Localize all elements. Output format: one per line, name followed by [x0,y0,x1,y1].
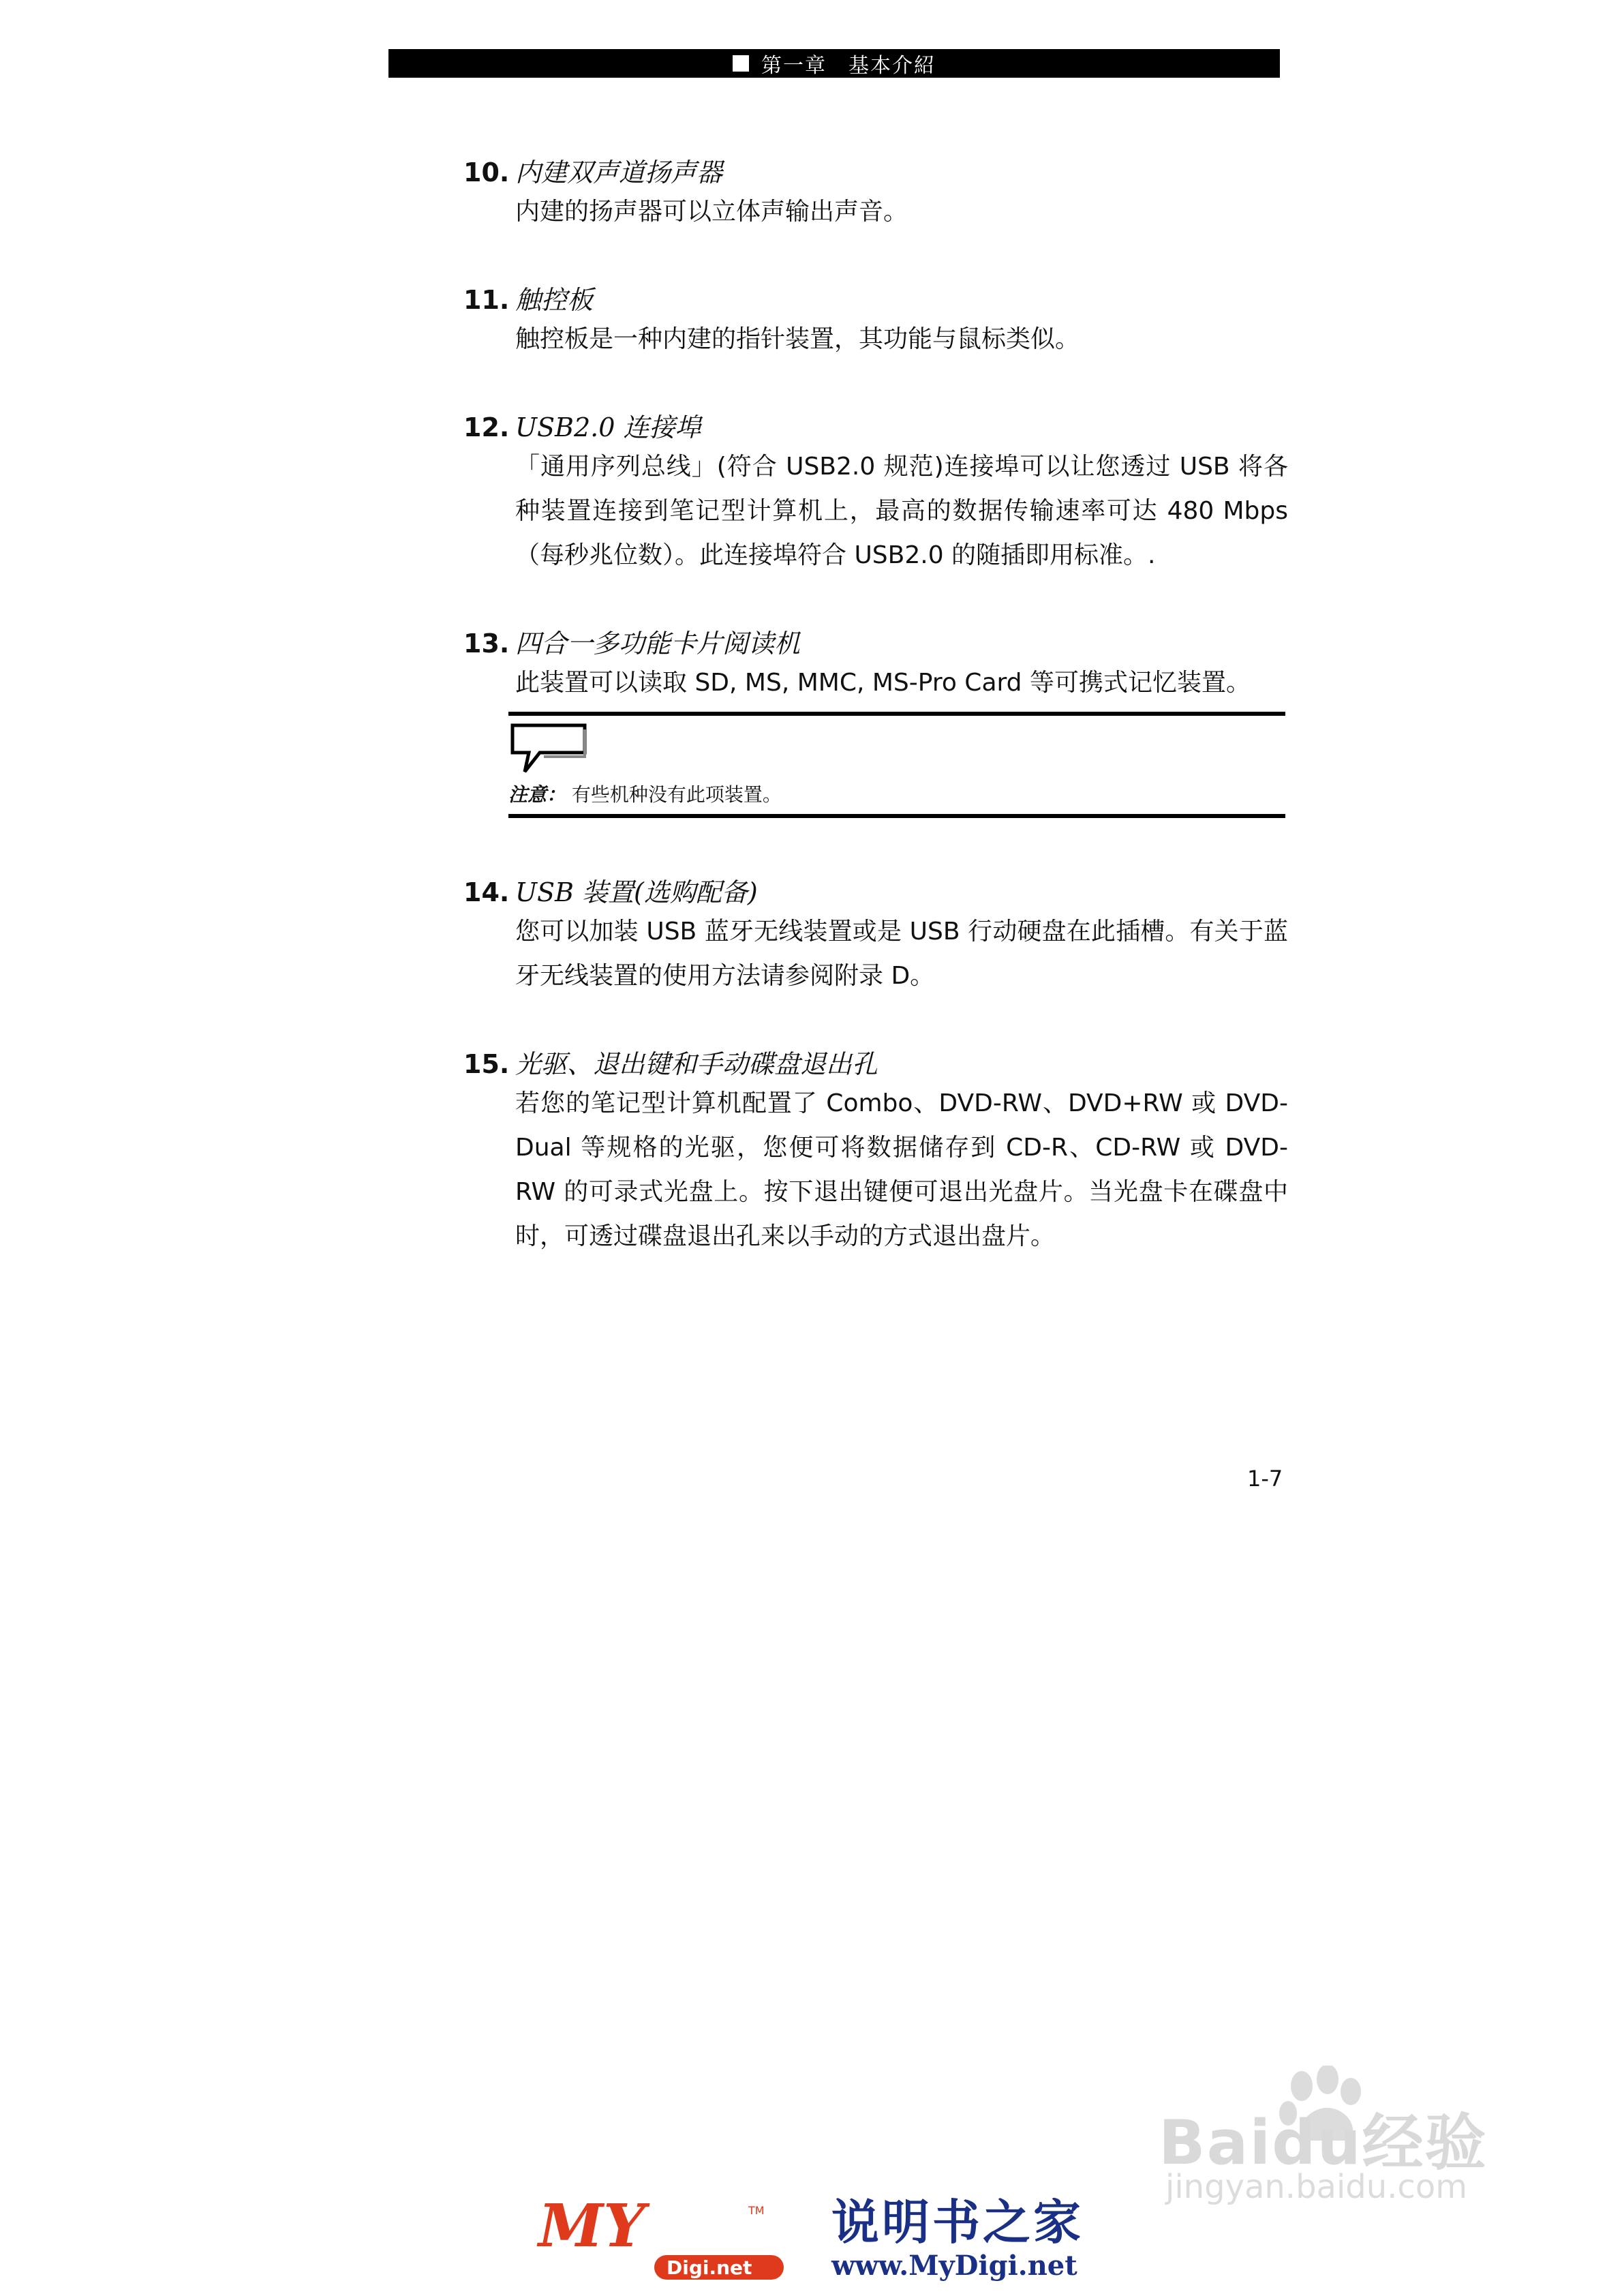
mydigi-logo [532,2195,791,2284]
section-11 [463,279,1288,361]
site-url: www.MyDigi.net [831,2250,1077,2282]
chapter-header-bar [388,49,1280,78]
section-text: 「通用序列总线」(符合 USB2.0 规范)连接埠可以让您透过 USB 将各种装置连接到笔记型计算机上，最高的数据传输速率可达 480 Mbps（每秒兆位数）。此连接埠符合 USB2.0 的随插即用标准。. [515,453,1288,569]
section-title: 四合一多功能卡片阅读机 [515,629,801,659]
section-text: 若您的笔记型计算机配置了 Combo、DVD-RW、DVD+RW 或 DVD-Dual 等规格的光驱，您便可将数据储存到 CD-R、CD-RW 或 DVD-RW 的可录式光盘上。按下退出键便可退出光盘片。当光盘卡在碟盘中时，可透过碟盘退出孔来以手动的方式退出盘片。 [515,1089,1288,1250]
section-text: 内建的扬声器可以立体声输出声音。 [515,198,908,226]
section-number: 15. [463,1049,510,1079]
section-number: 12. [463,412,510,442]
section-number: 13. [463,629,510,659]
section-title: 光驱、退出键和手动碟盘退出孔 [515,1049,878,1079]
speech-bubble-icon [508,721,590,776]
note-text: 有些机种没有此项装置。 [571,783,782,806]
section-number: 11. [463,285,510,315]
section-15 [463,1043,1288,1258]
mydigi-badge: Digi.net [667,2256,752,2279]
mydigi-trademark: TM [748,2204,765,2217]
page-content [463,151,1288,1303]
footer-logos [532,2195,1111,2284]
square-bullet-icon [733,55,749,72]
section-number: 10. [463,157,510,187]
note-label: 注意： [508,783,566,806]
section-13 [463,622,1288,818]
mydigi-logo-text: MY [538,2195,645,2261]
section-text: 触控板是一种内建的指针装置，其功能与鼠标类似。 [515,325,1080,353]
section-14 [463,871,1288,998]
section-number: 14. [463,877,510,907]
section-text: 此装置可以读取 SD, MS, MMC, MS-Pro Card 等可携式记忆装置。 [515,669,1251,697]
site-name: 说明书之家 [831,2194,1084,2250]
section-10 [463,151,1288,234]
note-box [508,712,1285,818]
page-number: 1-7 [1247,1466,1283,1492]
baidu-watermark [1159,2066,1540,2206]
section-title: USB2.0 连接埠 [515,412,701,442]
section-title: 内建双声道扬声器 [515,157,723,187]
watermark-url: jingyan.baidu.com [1165,2168,1467,2206]
chapter-title: 第一章 基本介紹 [761,54,936,78]
section-title: 触控板 [515,285,594,315]
section-text: 您可以加装 USB 蓝牙无线装置或是 USB 行动硬盘在此插槽。有关于蓝牙无线装置的使用方法请参阅附录 D。 [515,918,1288,990]
section-title: USB 装置(选购配备) [515,877,758,907]
section-12 [463,406,1288,577]
watermark-brand: Baidu经验 [1159,2107,1488,2179]
